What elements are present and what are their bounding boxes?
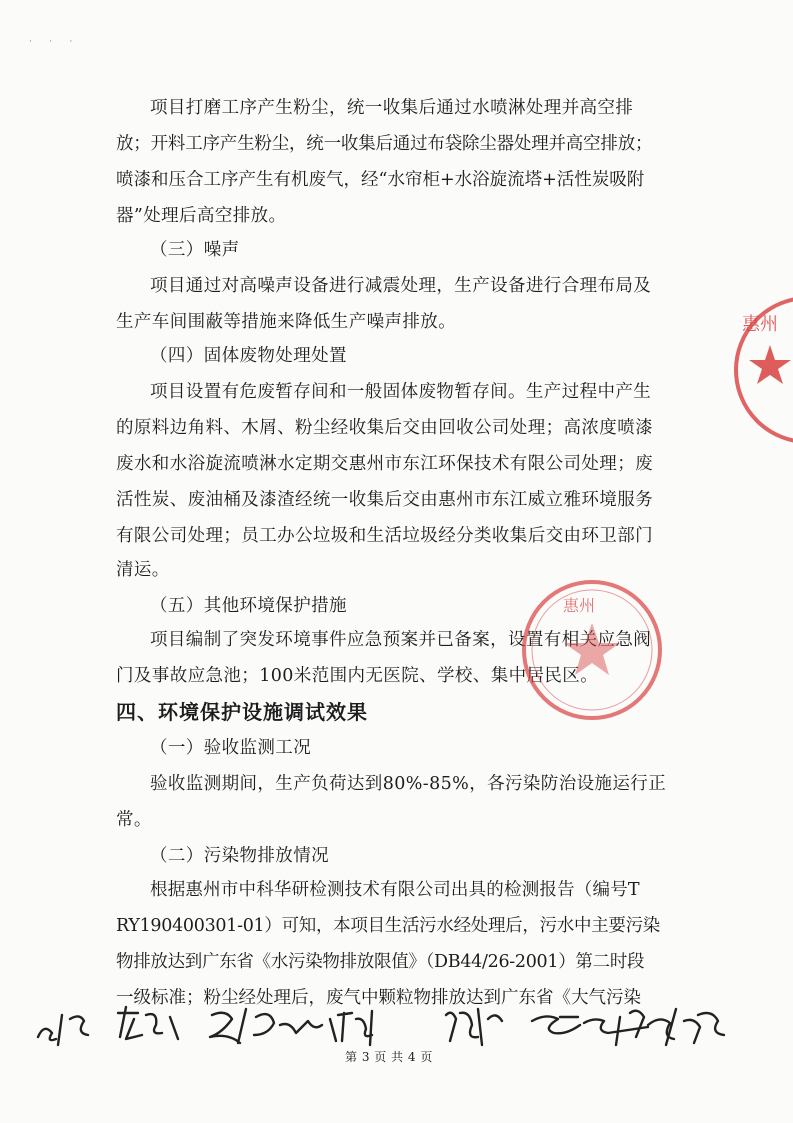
seal-text: 惠州 <box>563 596 596 615</box>
body-line: 有限公司处理；员工办公垃圾和生活垃圾经分类收集后交由环卫部门 <box>116 526 653 546</box>
body-line: 项目打磨工序产生粉尘，统一收集后通过水喷淋处理并高空排 <box>150 98 634 118</box>
section-subheading: （一）验收监测工况 <box>150 738 312 758</box>
section-subheading: （四）固体废物处理处置 <box>150 346 347 366</box>
section-heading: 四、环境保护设施调试效果 <box>116 700 368 724</box>
body-line: 废水和水浴旋流喷淋水定期交惠州市东江环保技术有限公司处理；废 <box>116 454 653 474</box>
body-line: 清运。 <box>116 560 170 580</box>
body-line: 活性炭、废油桶及漆渣经统一收集后交由惠州市东江威立雅环境服务 <box>116 490 653 510</box>
body-line: 常。 <box>116 810 152 830</box>
section-subheading: （五）其他环境保护措施 <box>150 596 347 616</box>
body-line: 项目设置有危废暂存间和一般固体废物暂存间。生产过程中产生 <box>150 382 652 402</box>
body-line: 根据惠州市中科华研检测技术有限公司出具的检测报告（编号T <box>150 880 640 900</box>
body-line: 放；开料工序产生粉尘，统一收集后通过布袋除尘器处理并高空排放； <box>116 134 653 154</box>
body-line: 门及事故应急池；100米范围内无医院、学校、集中居民区。 <box>116 666 599 686</box>
body-line: 验收监测期间，生产负荷达到80%-85%，各污染防治设施运行正 <box>150 774 667 794</box>
body-line: 的原料边角料、木屑、粉尘经收集后交由回收公司处理；高浓度喷漆 <box>116 418 653 438</box>
body-line: 项目通过对高噪声设备进行减震处理，生产设备进行合理布局及 <box>150 276 652 296</box>
body-line: 喷漆和压合工序产生有机废气，经“水帘柜+水浴旋流塔+活性炭吸附 <box>116 170 645 190</box>
body-line: 器”处理后高空排放。 <box>116 206 287 226</box>
page-footer: 第 3 页 共 4 页 <box>345 1050 433 1064</box>
body-line: 项目编制了突发环境事件应急预案并已备案，设置有相关应急阀 <box>150 630 652 650</box>
company-seal-partial <box>730 290 793 450</box>
section-subheading: （三）噪声 <box>150 240 240 260</box>
seal-text: 惠州 <box>742 314 778 335</box>
company-seal <box>515 575 670 725</box>
body-line: RY190400301-01）可知，本项目生活污水经处理后，污水中主要污染 <box>116 916 660 936</box>
section-subheading: （二）污染物排放情况 <box>150 846 329 866</box>
body-line: 生产车间围蔽等措施来降低生产噪声排放。 <box>116 312 457 332</box>
body-line: 物排放达到广东省《水污染物排放限值》（DB44/26-2001）第二时段 <box>116 952 645 972</box>
scan-marks: ˙ ˙ ˙ <box>28 40 80 51</box>
body-line: 一级标准；粉尘经处理后，废气中颗粒物排放达到广东省《大气污染 <box>116 988 641 1008</box>
